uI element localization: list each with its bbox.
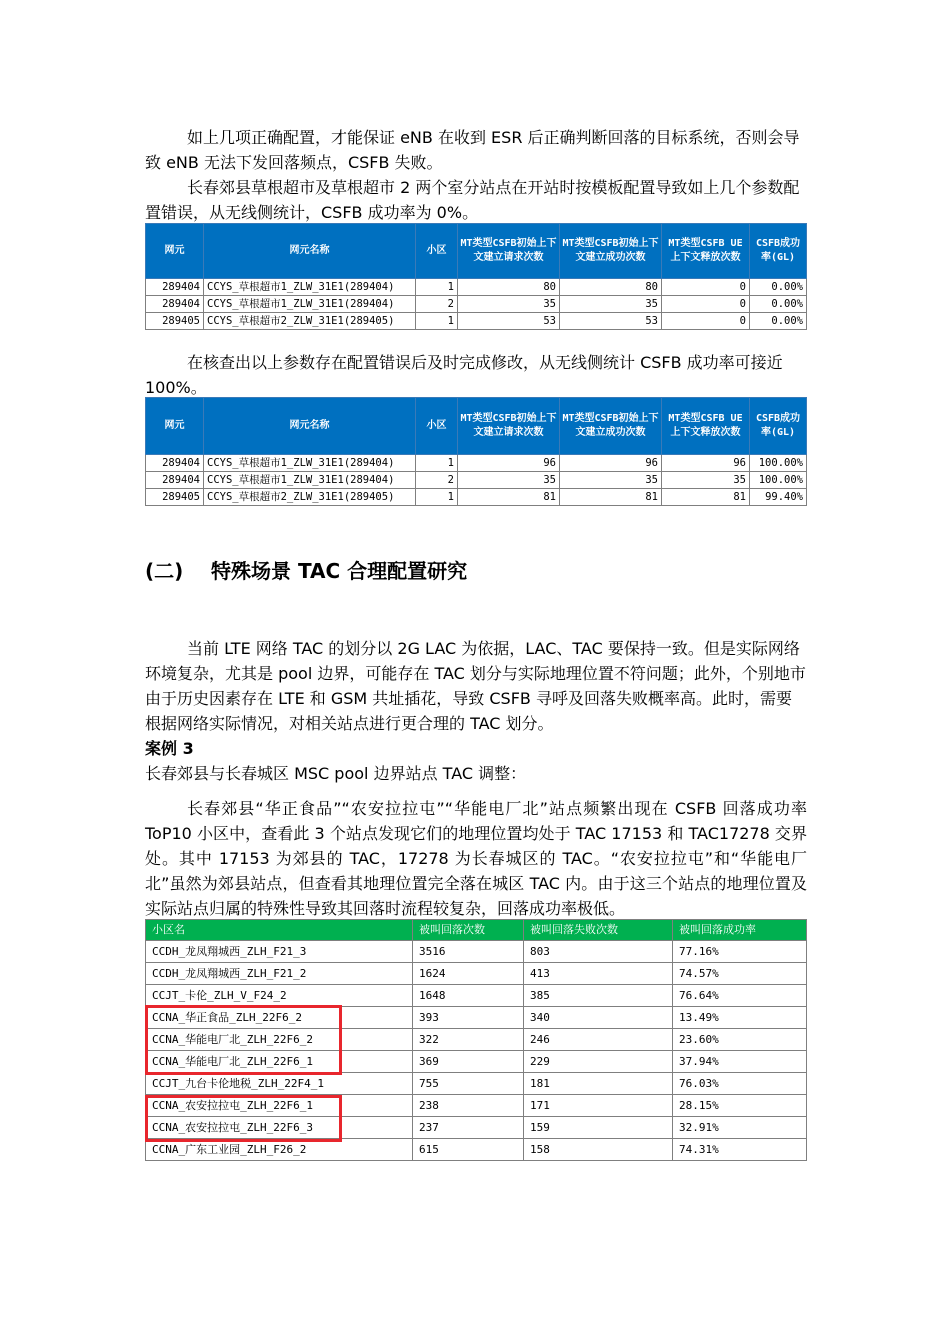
- column-header: 网元名称: [204, 224, 416, 279]
- table-cell: CCNA_农安拉拉屯_ZLH_22F6_1: [146, 1095, 413, 1117]
- section-heading: [145, 556, 467, 586]
- table-cell: 238: [413, 1095, 524, 1117]
- section-number: (二): [145, 559, 184, 583]
- table-cell: 755: [413, 1073, 524, 1095]
- table-cell: 77.16%: [673, 941, 807, 963]
- table-cell: CCDH_龙凤翔城西_ZLH_F21_3: [146, 941, 413, 963]
- column-header: CSFB成功率(GL): [750, 398, 807, 455]
- table-cell: 158: [524, 1139, 673, 1161]
- case-description-paragraph: 长春郊县草根超市及草根超市 2 两个室分站点在开站时按模板配置导致如上几个参数配置错误，从无线侧统计，CSFB 成功率为 0%。: [145, 178, 800, 222]
- table-cell: 35: [560, 472, 662, 489]
- table-cell: CCDH_龙凤翔城西_ZLH_F21_2: [146, 963, 413, 985]
- table-cell: 35: [662, 472, 750, 489]
- table-row: [146, 1139, 807, 1161]
- table-cell: CCNA_华正食品_ZLH_22F6_2: [146, 1007, 413, 1029]
- table-cell: 393: [413, 1007, 524, 1029]
- column-header: MT类型CSFB UE上下文释放次数: [662, 224, 750, 279]
- table-cell: CCYS_草根超市2_ZLW_31E1(289405): [204, 489, 416, 506]
- table-cell: 100.00%: [750, 455, 807, 472]
- table-cell: CCNA_农安拉拉屯_ZLH_22F6_3: [146, 1117, 413, 1139]
- table-cell: 1: [416, 489, 458, 506]
- table-cell: 23.60%: [673, 1029, 807, 1051]
- table-cell: 76.03%: [673, 1073, 807, 1095]
- table-row: [146, 313, 807, 330]
- table-cell: 53: [458, 313, 560, 330]
- column-header: 被叫回落次数: [413, 920, 524, 941]
- table-row: [146, 985, 807, 1007]
- table-cell: 289405: [146, 489, 204, 506]
- table-cell: 28.15%: [673, 1095, 807, 1117]
- case-title: 案例 3: [145, 739, 194, 758]
- csfb-table-after: [145, 397, 807, 506]
- column-header: 被叫回落成功率: [673, 920, 807, 941]
- table-cell: 246: [524, 1029, 673, 1051]
- table-cell: 0: [662, 296, 750, 313]
- intro-paragraph: 如上几项正确配置，才能保证 eNB 在收到 ESR 后正确判断回落的目标系统，否则会导致 eNB 无法下发回落频点，CSFB 失败。: [145, 128, 800, 172]
- table-row: [146, 963, 807, 985]
- table-row: [146, 1029, 807, 1051]
- table-cell: 1: [416, 313, 458, 330]
- table-row: [146, 489, 807, 506]
- table-cell: 35: [560, 296, 662, 313]
- column-header: 小区名: [146, 920, 413, 941]
- table-cell: 615: [413, 1139, 524, 1161]
- column-header: MT类型CSFB初始上下文建立成功次数: [560, 398, 662, 455]
- table-cell: 0.00%: [750, 279, 807, 296]
- table-cell: 369: [413, 1051, 524, 1073]
- table-cell: 81: [662, 489, 750, 506]
- table-cell: 289404: [146, 296, 204, 313]
- table-row: [146, 1095, 807, 1117]
- column-header: 小区: [416, 398, 458, 455]
- column-header: 被叫回落失败次数: [524, 920, 673, 941]
- column-header: MT类型CSFB初始上下文建立请求次数: [458, 224, 560, 279]
- table-cell: 171: [524, 1095, 673, 1117]
- table-cell: 100.00%: [750, 472, 807, 489]
- table-cell: 2: [416, 472, 458, 489]
- table-cell: 3516: [413, 941, 524, 963]
- table-cell: 2: [416, 296, 458, 313]
- fallback-cell-table: [145, 919, 807, 1161]
- table-cell: 99.40%: [750, 489, 807, 506]
- table-cell: 13.49%: [673, 1007, 807, 1029]
- table-cell: 237: [413, 1117, 524, 1139]
- table-cell: 96: [560, 455, 662, 472]
- fix-paragraph: 在核查出以上参数存在配置错误后及时完成修改，从无线侧统计 CSFB 成功率可接近 100%。: [145, 353, 783, 397]
- table-cell: 80: [560, 279, 662, 296]
- table-row: [146, 1051, 807, 1073]
- table-cell: CCJT_卡伦_ZLH_V_F24_2: [146, 985, 413, 1007]
- table-cell: 340: [524, 1007, 673, 1029]
- column-header: MT类型CSFB初始上下文建立成功次数: [560, 224, 662, 279]
- csfb-table-before: [145, 223, 807, 330]
- table-cell: 385: [524, 985, 673, 1007]
- table-cell: 35: [458, 472, 560, 489]
- column-header: 网元: [146, 224, 204, 279]
- table-row: [146, 1007, 807, 1029]
- table-cell: 413: [524, 963, 673, 985]
- table-cell: 0: [662, 313, 750, 330]
- table-cell: 96: [458, 455, 560, 472]
- column-header: 小区: [416, 224, 458, 279]
- column-header: CSFB成功率(GL): [750, 224, 807, 279]
- table-cell: CCYS_草根超市1_ZLW_31E1(289404): [204, 279, 416, 296]
- table-cell: 37.94%: [673, 1051, 807, 1073]
- table-cell: 322: [413, 1029, 524, 1051]
- table-cell: CCYS_草根超市1_ZLW_31E1(289404): [204, 455, 416, 472]
- table-row: [146, 941, 807, 963]
- table-cell: 289404: [146, 455, 204, 472]
- table-cell: 76.64%: [673, 985, 807, 1007]
- table-cell: 181: [524, 1073, 673, 1095]
- tac-paragraph: 当前 LTE 网络 TAC 的划分以 2G LAC 为依据，LAC、TAC 要保持一致。但是实际网络环境复杂，尤其是 pool 边界，可能存在 TAC 划分与实际地理位置不符问题；此外，个别地市由于历史因素存在 LTE 和 GSM 共址插花，导致 CSFB 寻呼及回落失败概率高。此时，需要根据网络实际情况，对相关站点进行更合理的 TAC 划分。: [145, 639, 806, 733]
- table-cell: 81: [458, 489, 560, 506]
- table-cell: CCYS_草根超市2_ZLW_31E1(289405): [204, 313, 416, 330]
- table-header-row: [146, 224, 807, 279]
- table-row: [146, 472, 807, 489]
- table-row: [146, 1073, 807, 1095]
- case-subtitle: 长春郊县与长春城区 MSC pool 边界站点 TAC 调整：: [145, 764, 527, 783]
- table-cell: 35: [458, 296, 560, 313]
- table-header-row: [146, 398, 807, 455]
- table-cell: 74.31%: [673, 1139, 807, 1161]
- table-cell: CCNA_华能电厂北_ZLH_22F6_2: [146, 1029, 413, 1051]
- table-cell: 53: [560, 313, 662, 330]
- table-cell: CCNA_广东工业园_ZLH_F26_2: [146, 1139, 413, 1161]
- column-header: 网元: [146, 398, 204, 455]
- case-detail-paragraph: 长春郊县“华正食品”“农安拉拉屯”“华能电厂北”站点频繁出现在 CSFB 回落成功率 ToP10 小区中，查看此 3 个站点发现它们的地理位置均处于 TAC 17153 和 TAC17278 交界处。其中 17153 为郊县的 TAC，17278 为长春城区的 TAC。“农安拉拉屯”和“华能电厂北”虽然为郊县站点，但查看其地理位置完全落在城区 TAC 内。由于这三个站点的地理位置及实际站点归属的特殊性导致其回落时流程较复杂，回落成功率极低。: [145, 799, 807, 918]
- table-cell: 1: [416, 279, 458, 296]
- table-cell: 1648: [413, 985, 524, 1007]
- table-header-row: [146, 920, 807, 941]
- table-cell: 229: [524, 1051, 673, 1073]
- table-cell: 1624: [413, 963, 524, 985]
- table-cell: CCJT_九台卡伦地税_ZLH_22F4_1: [146, 1073, 413, 1095]
- table-cell: 159: [524, 1117, 673, 1139]
- table-cell: CCYS_草根超市1_ZLW_31E1(289404): [204, 472, 416, 489]
- table-row: [146, 1117, 807, 1139]
- table-cell: 803: [524, 941, 673, 963]
- table-cell: 32.91%: [673, 1117, 807, 1139]
- table-cell: 0: [662, 279, 750, 296]
- table-cell: 80: [458, 279, 560, 296]
- table-cell: 0.00%: [750, 313, 807, 330]
- table-cell: 81: [560, 489, 662, 506]
- table-cell: 0.00%: [750, 296, 807, 313]
- table-cell: CCYS_草根超市1_ZLW_31E1(289404): [204, 296, 416, 313]
- table-cell: 74.57%: [673, 963, 807, 985]
- table-cell: 96: [662, 455, 750, 472]
- table-row: [146, 279, 807, 296]
- table-cell: 1: [416, 455, 458, 472]
- table-cell: 289404: [146, 279, 204, 296]
- table-row: [146, 455, 807, 472]
- table-row: [146, 296, 807, 313]
- table-cell: 289404: [146, 472, 204, 489]
- column-header: MT类型CSFB初始上下文建立请求次数: [458, 398, 560, 455]
- column-header: MT类型CSFB UE上下文释放次数: [662, 398, 750, 455]
- section-title: 特殊场景 TAC 合理配置研究: [211, 559, 468, 583]
- table-cell: 289405: [146, 313, 204, 330]
- column-header: 网元名称: [204, 398, 416, 455]
- table-cell: CCNA_华能电厂北_ZLH_22F6_1: [146, 1051, 413, 1073]
